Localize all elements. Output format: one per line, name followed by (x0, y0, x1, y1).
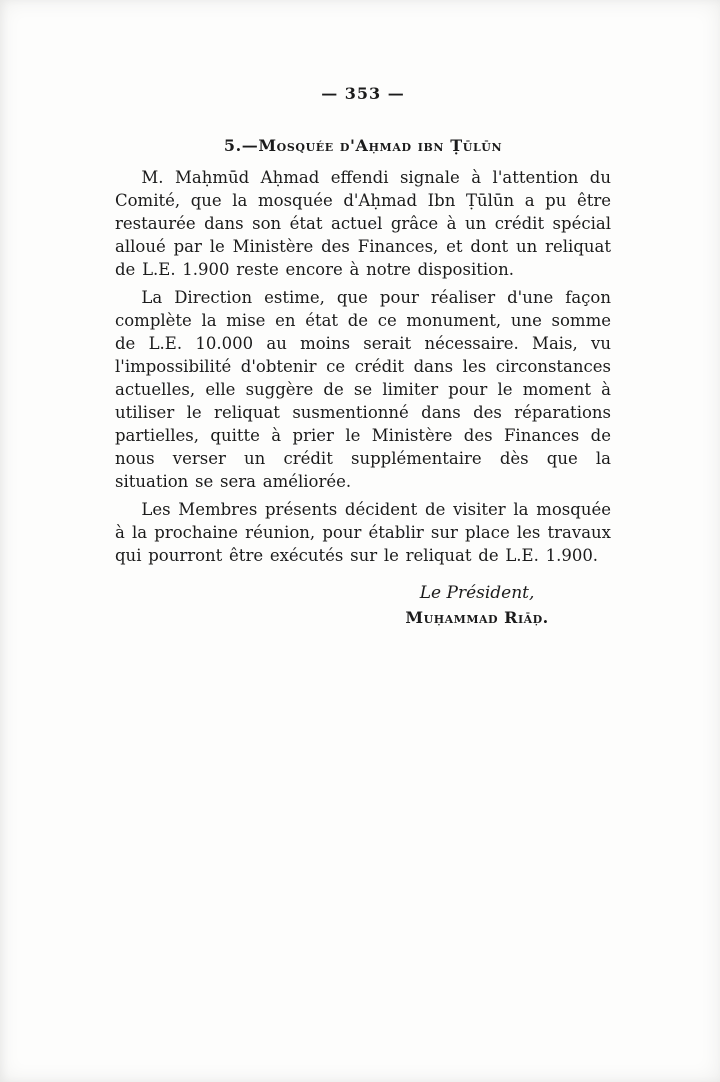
section-heading: 5.—Mosquée d'Aḥmad ibn Ṭūlūn (223, 136, 503, 155)
signature-name: Muḥammad Riāḍ. (405, 608, 549, 627)
paragraph: Les Membres présents décident de visiter la mosquée à la prochaine réunion, pour établir sur place les travaux qui pourront être exécutés sur le reliquat de L.E. 1.900. (115, 500, 611, 565)
signature-block (343, 583, 611, 627)
text-block (115, 84, 611, 627)
paragraph: La Direction estime, que pour réaliser d'une façon complète la mise en état de ce monument, une somme de L.E. 10.000 au moins serait nécessaire. Mais, vu l'impossibilité d'obtenir ce crédit dans les circonstances actuelles, elle suggère de se limiter pour le moment à utiliser le reliquat susmentionné dans des réparations partielles, quitte à prier le Ministère des Finances de nous verser un crédit supplémentaire dès que la situation se sera améliorée. (115, 288, 611, 491)
paragraph: M. Maḥmūd Aḥmad effendi signale à l'attention du Comité, que la mosquée d'Aḥmad Ibn Ṭūlūn a pu être restaurée dans son état actuel grâce à un crédit spécial alloué par le Ministère des Finances, et dont un reliquat de L.E. 1.900 reste encore à notre disposition. (115, 168, 611, 279)
page-number: — 353 — (321, 84, 405, 103)
signature-title: Le Président, (419, 583, 535, 603)
